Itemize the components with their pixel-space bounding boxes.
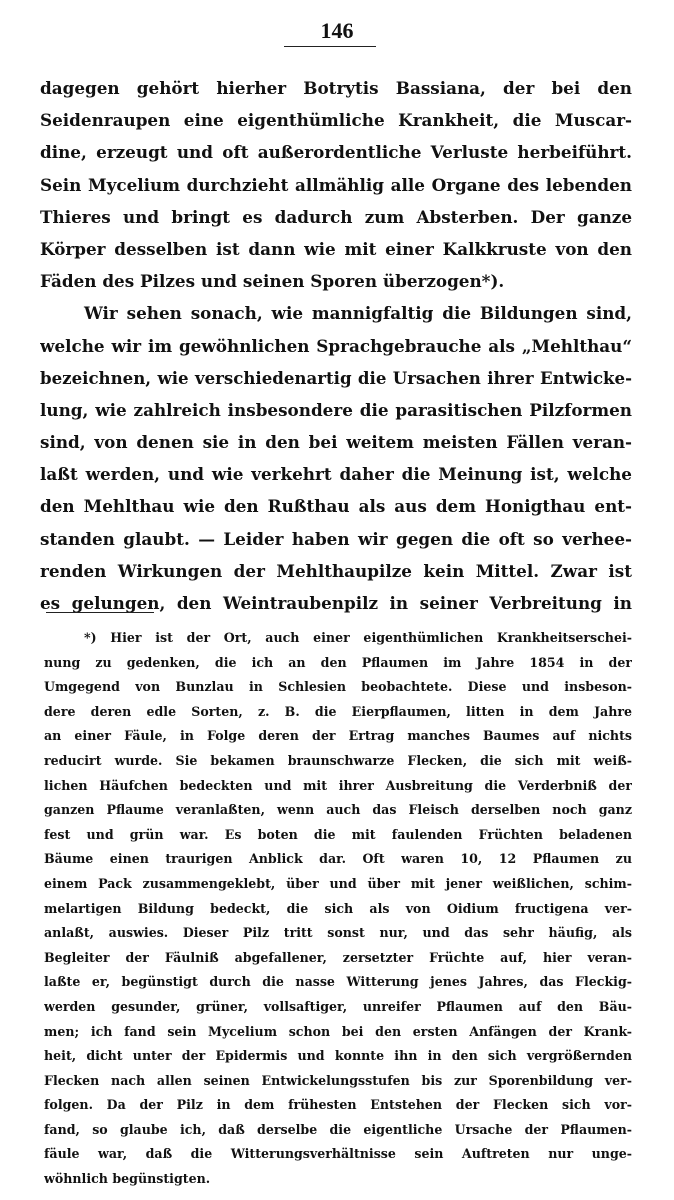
- body-line: dagegen gehört hierher Botrytis Bassiana, der bei den: [40, 78, 632, 98]
- footnote-line: ganzen Pflaume veranlaßten, wenn auch das Fleisch derselben noch ganz: [44, 802, 632, 818]
- footnote-line: nung zu gedenken, die ich an den Pflaumen im Jahre 1854 in der: [44, 654, 632, 670]
- footnote-rule: [46, 612, 154, 613]
- footnote: [44, 626, 632, 1192]
- header-rule: [284, 46, 376, 47]
- footnote-line: Begleiter der Fäulniß abgefallener, zersetzter Früchte auf, hier veran-: [44, 949, 632, 965]
- footnote-line: heit, dicht unter der Epidermis und konnte ihn in den sich vergrößernden: [44, 1048, 632, 1064]
- footnote-line: Flecken nach allen seinen Entwickelungsstufen bis zur Sporenbildung ver-: [44, 1072, 632, 1088]
- body-line: laßt werden, und wie verkehrt daher die Meinung ist, welche: [40, 464, 632, 485]
- footnote-line: einem Pack zusammengeklebt, über und über mit jener weißlichen, schim-: [44, 875, 632, 891]
- footnote-line: wöhnlich begünstigten.: [44, 1171, 211, 1187]
- body-line: es gelungen, den Weintraubenpilz in seiner Verbreitung in: [40, 593, 632, 613]
- footnote-line: folgen. Da der Pilz in dem frühesten Entstehen der Flecken sich vor-: [44, 1097, 632, 1113]
- body-line: bezeichnen, wie verschiedenartig die Ursachen ihrer Entwicke-: [40, 367, 632, 388]
- body-text: [40, 72, 632, 619]
- footnote-line: laßte er, begünstigt durch die nasse Witterung jenes Jahres, das Fleckig-: [44, 974, 632, 990]
- footnote-line: Bäume einen traurigen Anblick dar. Oft waren 10, 12 Pflaumen zu: [44, 851, 632, 867]
- body-line: lung, wie zahlreich insbesondere die parasitischen Pilzformen: [40, 399, 632, 420]
- footnote-first-line: *) Hier ist der Ort, auch einer eigenthümlichen Krankheitserschei-: [84, 630, 632, 645]
- footnote-line: anlaßt, auswies. Dieser Pilz tritt sonst nur, und das sehr häufig, als: [44, 925, 632, 941]
- body-line: sind, von denen sie in den bei weitem meisten Fällen veran-: [40, 432, 632, 453]
- body-line: Thieres und bringt es dadurch zum Absterben. Der ganze: [40, 206, 632, 227]
- body-line: welche wir im gewöhnlichen Sprachgebrauche als „Mehlthau“: [40, 335, 632, 356]
- footnote-line: fand, so glaube ich, daß derselbe die eigentliche Ursache der Pflaumen-: [44, 1121, 632, 1137]
- footnote-line: fest und grün war. Es boten die mit faulenden Früchten beladenen: [44, 826, 632, 842]
- body-line: Körper desselben ist dann wie mit einer Kalkkruste von den: [40, 238, 632, 259]
- footnote-line: dere deren edle Sorten, z. B. die Eierpflaumen, litten in dem Jahre: [44, 703, 632, 719]
- body-line: Fäden des Pilzes und seinen Sporen überzogen*).: [40, 271, 505, 292]
- body-line: standen glaubt. — Leider haben wir gegen die oft so verhee-: [40, 528, 632, 549]
- footnote-line: fäule war, daß die Witterungsverhältnisse sein Auftreten nur unge-: [44, 1146, 632, 1162]
- body-line: dine, erzeugt und oft außerordentliche Verluste herbeiführt.: [40, 142, 632, 163]
- footnote-line: an einer Fäule, in Folge deren der Ertrag manches Baumes auf nichts: [44, 728, 632, 744]
- paragraph-first-line: Wir sehen sonach, wie mannigfaltig die Bildungen sind,: [84, 303, 632, 324]
- body-line: renden Wirkungen der Mehlthaupilze kein Mittel. Zwar ist: [40, 560, 632, 581]
- body-line: den Mehlthau wie den Rußthau als aus dem Honigthau ent-: [40, 496, 632, 517]
- footnote-line: lichen Häufchen bedeckten und mit ihrer Ausbreitung die Verderbniß der: [44, 777, 632, 793]
- footnote-line: men; ich fand sein Mycelium schon bei den ersten Anfängen der Krank-: [44, 1023, 632, 1039]
- body-line: Seidenraupen eine eigenthümliche Krankheit, die Muscar-: [40, 110, 632, 131]
- body-line: Sein Mycelium durchzieht allmählig alle Organe des lebenden: [40, 174, 632, 195]
- page-number: 146: [320, 18, 354, 43]
- footnote-line: reducirt wurde. Sie bekamen braunschwarze Flecken, die sich mit weiß-: [44, 752, 632, 768]
- footnote-line: Umgegend von Bunzlau in Schlesien beobachtete. Diese und insbeson-: [44, 679, 632, 695]
- footnote-line: werden gesunder, grüner, vollsaftiger, unreifer Pflaumen auf den Bäu-: [44, 998, 632, 1014]
- footnote-line: melartigen Bildung bedeckt, die sich als von Oidium fructigena ver-: [44, 900, 632, 916]
